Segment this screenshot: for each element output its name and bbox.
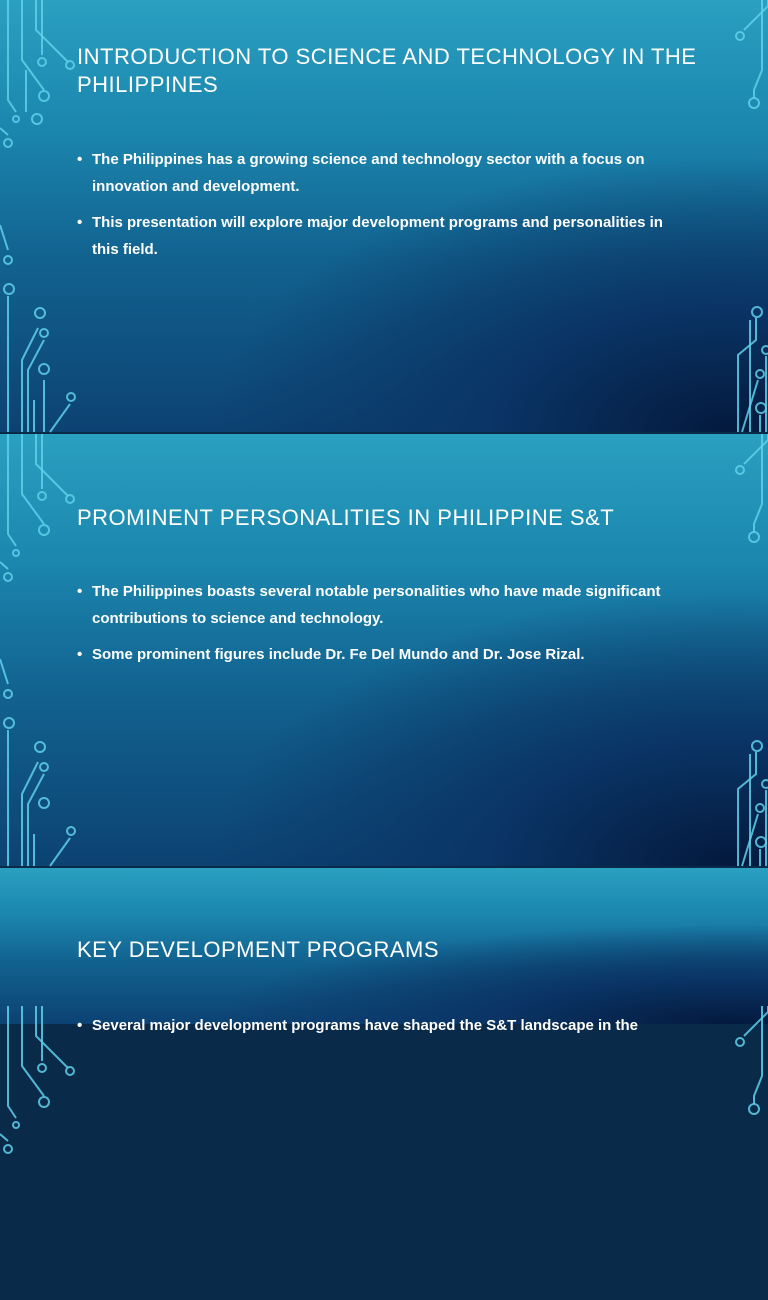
bullet-list xyxy=(77,146,687,272)
circuit-decoration-right xyxy=(678,868,768,1300)
slide-title: KEY DEVELOPMENT PROGRAMS xyxy=(77,937,440,962)
bullet-item: • Some prominent figures include Dr. Fe Del Mundo and Dr. Jose Rizal. xyxy=(77,641,687,668)
circuit-decoration-left xyxy=(0,868,90,1300)
bullet-item: • Several major development programs have shaped the S&T landscape in the xyxy=(77,1012,687,1039)
circuit-decoration-right xyxy=(678,434,768,866)
slide-introduction xyxy=(0,0,768,432)
slide-development-programs xyxy=(0,868,768,1034)
bullet-item: • The Philippines has a growing science and technology sector with a focus on innovation and development. xyxy=(77,146,687,200)
slide-title: PROMINENT PERSONALITIES IN PHILIPPINE S&T xyxy=(77,505,615,530)
bullet-list xyxy=(77,578,687,677)
slide-personalities xyxy=(0,434,768,866)
slide-title: INTRODUCTION TO SCIENCE AND TECHNOLOGY IN THE PHILIPPINES xyxy=(77,44,697,97)
bullet-item: • This presentation will explore major development programs and personalities in this field. xyxy=(77,209,687,263)
bullet-item: • The Philippines boasts several notable personalities who have made significant contributions to science and technology. xyxy=(77,578,687,632)
bullet-list xyxy=(77,1012,687,1048)
